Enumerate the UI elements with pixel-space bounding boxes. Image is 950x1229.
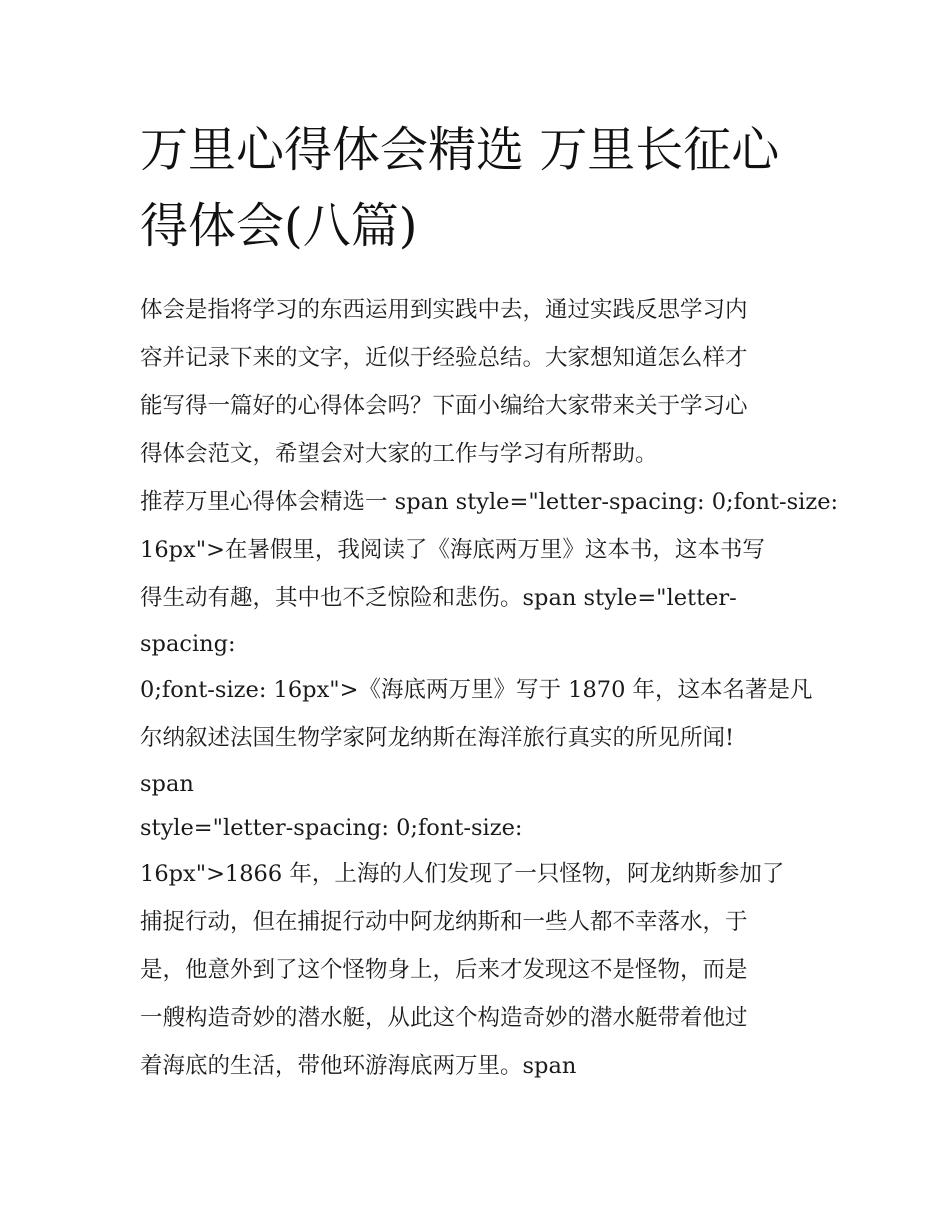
essay-line-12: 一艘构造奇妙的潜水艇，从此这个构造奇妙的潜水艇带着他过: [140, 1005, 748, 1031]
essay-line-6: 尔纳叙述法国生物学家阿龙纳斯在海洋旅行真实的所见所闻!: [140, 725, 735, 751]
essay-line-13: 着海底的生活，带他环游海底两万里。span: [140, 1053, 577, 1079]
essay-line-4: spacing:: [140, 631, 236, 657]
essay-line-11: 是，他意外到了这个怪物身上，后来才发现这不是怪物，而是: [140, 957, 748, 983]
essay-line-2: 16px">在暑假里，我阅读了《海底两万里》这本书，这本书写: [140, 537, 765, 563]
essay-line-9: 16px">1866 年，上海的人们发现了一只怪物，阿龙纳斯参加了: [140, 861, 785, 887]
essay-line-1: 推荐万里心得体会精选一 span style="letter-spacing: 0;font-size:: [140, 489, 839, 515]
essay-line-5: 0;font-size: 16px">《海底两万里》写于 1870 年，这本名著是凡: [140, 677, 813, 703]
intro-line-3: 能写得一篇好的心得体会吗？下面小编给大家带来关于学习心: [140, 393, 748, 419]
essay-line-7: span: [140, 771, 194, 797]
document-body: [140, 286, 839, 1090]
title-line-1: 万里心得体会精选 万里长征心: [140, 122, 780, 178]
intro-line-2: 容并记录下来的文字，近似于经验总结。大家想知道怎么样才: [140, 345, 748, 371]
intro-line-4: 得体会范文，希望会对大家的工作与学习有所帮助。: [140, 441, 658, 467]
document-title: [140, 112, 812, 264]
intro-line-1: 体会是指将学习的东西运用到实践中去，通过实践反思学习内: [140, 297, 748, 323]
essay-line-10: 捕捉行动，但在捕捉行动中阿龙纳斯和一些人都不幸落水，于: [140, 909, 748, 935]
title-line-2: 得体会(八篇): [140, 198, 418, 254]
document-page: [140, 112, 839, 1090]
essay-line-3: 得生动有趣，其中也不乏惊险和悲伤。span style="letter-: [140, 585, 737, 611]
essay-line-8: style="letter-spacing: 0;font-size:: [140, 815, 523, 841]
